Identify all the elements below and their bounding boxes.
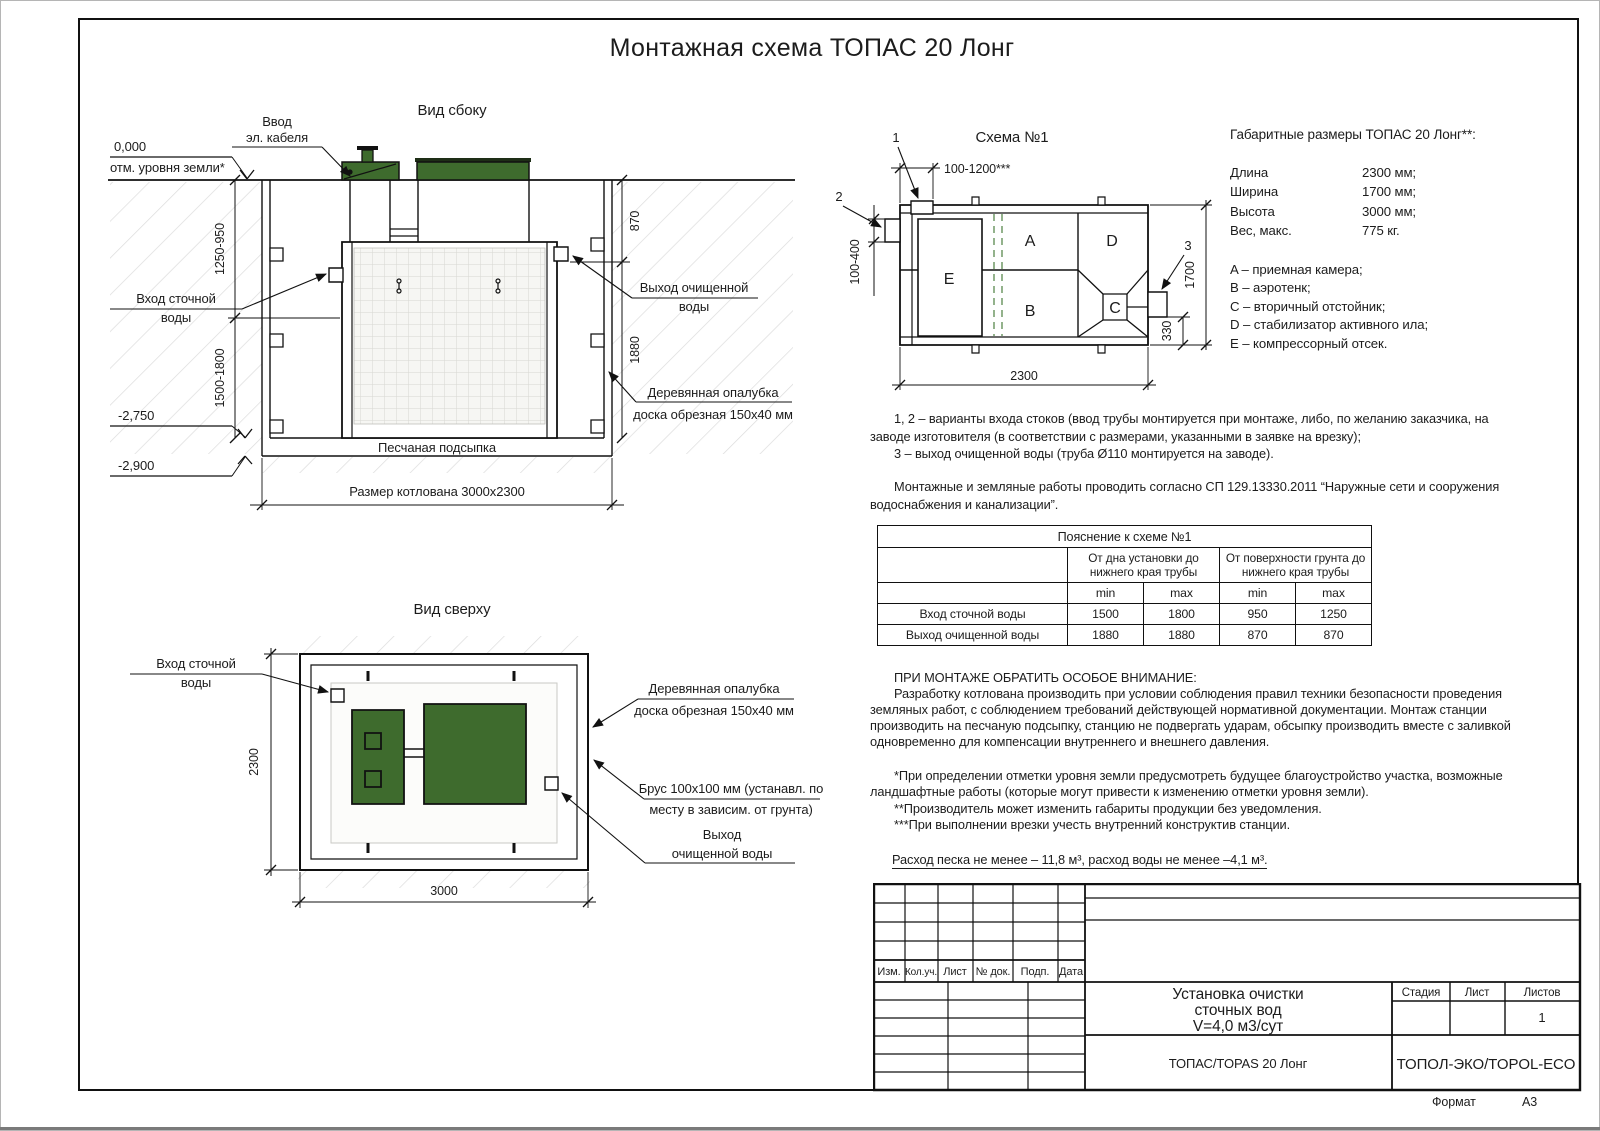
dim-1500-1800: 1500-1800 [213,348,227,408]
spec-label: Вес, макс. [1230,222,1292,238]
col-izm: Изм. [877,966,901,978]
level-zero-value: 0,000 [114,139,147,154]
group-header-surface: От поверхности грунта до нижнего края трубы [1220,548,1372,583]
callout-2: 2 [835,189,843,204]
table-row [878,604,1372,625]
spec-label: Высота [1230,203,1275,219]
tv-inlet-line1: Вход сточной [156,656,236,671]
cell-value: 950 [1220,604,1296,625]
spec-value: 3000 мм; [1362,203,1416,219]
cell-value: 1880 [1144,625,1220,646]
level-2750-value: -2,750 [118,408,155,423]
outlet-line2: воды [678,299,710,314]
inlet-line1: Вход сточной [136,291,216,306]
formwork-line1: Деревянная опалубка [647,385,779,400]
cell-value: 1500 [1068,604,1144,625]
sheets-value: 1 [1538,1010,1546,1025]
spec-row [1230,184,1530,203]
level-minus-2900-mark [110,456,252,476]
top-view-lids [352,704,526,804]
pipe-variants-note [870,410,1560,463]
note-line: Монтажные и земляные работы проводить согласно СП 129.13330.2011 “Наружные сети и сооружения [894,479,1500,494]
dim-3000: 3000 [430,884,458,898]
outlet-line1: Выход очищенной [639,280,749,295]
legend-item: A – приемная камера; [1230,262,1363,277]
dim-1700: 1700 [1183,261,1197,289]
note-line: 1, 2 – варианты входа стоков (ввод трубы монтируется при монтаже, либо, по желанию заказчика, на [894,411,1489,426]
page-title: Монтажная схема ТОПАС 20 Лонг [609,34,1015,62]
row-label: Выход очищенной воды [878,625,1068,646]
footnote-line: **Производитель может изменить габариты продукции без уведомления. [894,800,1322,816]
min-header: min [1220,583,1296,604]
footnote-line: ***При выполнении врезки учесть внутренний конструктив станции. [894,816,1291,832]
col-ndok: № док. [975,966,1011,978]
dim-100-1200: 100-1200*** [944,162,1011,176]
format-value: А3 [1522,1095,1538,1109]
scheme1-title: Схема №1 [975,129,1049,146]
product-name: ТОПАС/TOPAS 20 Лонг [1168,1056,1308,1071]
specs-rows [1230,165,1530,242]
col-list: Лист [943,966,967,978]
legend-item: C – вторичный отстойник; [1230,298,1386,314]
dim-330: 330 [1160,320,1174,342]
inlet-line2: воды [160,310,192,325]
scheme1-tank [885,197,1167,353]
level-zero-mark [110,139,254,179]
dim-1250-950: 1250-950 [213,222,227,276]
doc-title-line2: сточных вод [1194,1002,1282,1019]
attention-line: Разработку котлована производить при условии соблюдения правил техники безопасности проведения [894,686,1502,701]
empty-cell [878,548,1068,583]
tank-body [329,242,568,438]
note-line: заводе изготовителя (в соответствии с размерами, указанными в заявке на врезку); [870,428,1361,444]
page-bottom-edge [0,1127,1600,1130]
tv-beam-line2: месту в зависим. от грунта) [649,802,813,817]
sand-bedding-label: Песчаная подсыпка [378,440,496,455]
spec-label: Длина [1230,165,1269,180]
pit-size-label: Размер котлована 3000х2300 [349,484,525,499]
works-note [870,478,1560,513]
callout-1: 1 [892,130,900,145]
cell-value: 1800 [1144,604,1220,625]
legend-item: D – стабилизатор активного ила; [1230,317,1429,333]
scheme1-drawing [818,125,1230,405]
spec-row [1230,223,1530,242]
footnote-line: ландшафтные работы (которые могут привести к изменению отметки уровня земли). [870,784,1369,800]
cell-value: 870 [1296,625,1372,646]
attention-line: производить на песчаную подсыпку, станцию не подвергать ударам, обсыпку производить вместе с заливкой [870,718,1511,733]
cable-entry-label [232,114,350,176]
table-row [878,625,1372,646]
doc-title-line1: Установка очистки [1172,986,1304,1003]
tv-beam-line1: Брус 100х100 мм (устанавл. по [638,781,824,796]
top-view-drawing [100,588,840,920]
tv-formwork-line1: Деревянная опалубка [648,681,780,696]
compartment-legend [1230,261,1560,353]
col-koluch: Кол.уч. [904,967,938,978]
group-header-bottom: От дна установки до нижнего края трубы [1068,548,1220,583]
compartment-e: E [943,271,955,288]
cable-entry-line2: эл. кабеля [245,130,309,145]
format-label: Формат [1432,1095,1476,1109]
compartment-b: B [1024,303,1036,320]
sheet-header: Лист [1464,987,1490,999]
clarification-table [877,525,1372,646]
col-podp: Подп. [1020,966,1050,978]
consumption-note [892,852,1267,867]
dim-2300-top-view: 2300 [247,748,261,776]
attention-line: одновременно для компенсации внутреннего и внешнего давления. [870,734,1270,749]
specs-title: Габаритные размеры ТОПАС 20 Лонг**: [1230,127,1476,142]
doc-title-line3: V=4,0 м3/сут [1192,1018,1284,1035]
empty-cell [878,583,1068,604]
spec-value: 1700 мм; [1362,184,1416,200]
note-line: 3 – выход очищенной воды (труба Ø110 монтируется на заводе). [894,446,1274,461]
formwork-line2: доска обрезная 150х40 мм [633,407,793,422]
dim-100-400: 100-400 [848,239,862,285]
title-block [873,883,1582,1092]
dim-1880: 1880 [628,336,642,364]
consumption-text: Расход песка не менее – 11,8 м³, расход воды не менее –4,1 м³. [892,852,1268,867]
spec-row [1230,165,1530,184]
dim-2300: 2300 [1010,369,1038,383]
cable-entry-line1: Ввод [262,114,292,129]
top-view-inlet-label [130,656,328,692]
max-header: max [1144,583,1220,604]
cell-value: 1250 [1296,604,1372,625]
level-2900-value: -2,900 [118,458,155,473]
footnotes [870,768,1560,833]
compartment-c: C [1109,300,1121,317]
cell-value: 870 [1220,625,1296,646]
tv-outlet-line1: Выход [702,827,742,842]
max-header: max [1296,583,1372,604]
col-data: Дата [1059,966,1083,978]
attention-title: ПРИ МОНТАЖЕ ОБРАТИТЬ ОСОБОЕ ВНИМАНИЕ: [894,670,1197,685]
side-view-title: Вид сбоку [417,102,487,119]
footnote-line: *При определении отметки уровня земли предусмотреть будущее благоустройство участка, возможные [894,768,1503,783]
tv-inlet-line2: воды [180,675,212,690]
stage-header: Стадия [1401,987,1441,999]
top-view-formwork-label [593,681,794,727]
min-header: min [1068,583,1144,604]
tank-neck [350,180,529,242]
attention-note [870,670,1560,750]
legend-item: E – компрессорный отсек. [1230,335,1388,351]
tv-outlet-line2: очищенной воды [671,846,773,861]
note-line: водоснабжения и канализации”. [870,496,1059,512]
dim-870: 870 [628,210,642,232]
table-title: Пояснение к схеме №1 [878,526,1372,548]
compartment-a: A [1024,233,1036,250]
spec-label: Ширина [1230,184,1279,200]
top-view-beam-label [594,760,823,817]
top-view-title: Вид сверху [413,601,491,618]
tank-lids [342,146,531,180]
cell-value: 1880 [1068,625,1144,646]
attention-line: земляных работ, с соблюдением требований действующей нормативной документации. Монтаж станции [870,702,1487,717]
compartment-d: D [1106,233,1118,250]
side-view-drawing [85,90,810,515]
legend-item: B – аэротенк; [1230,280,1311,296]
spec-value: 2300 мм; [1362,165,1416,180]
row-label: Вход сточной воды [878,604,1068,625]
level-zero-note: отм. уровня земли* [110,160,225,175]
sheets-header: Листов [1523,987,1561,999]
spec-value: 775 кг. [1362,222,1400,238]
callout-3: 3 [1184,238,1192,253]
spec-row [1230,204,1530,223]
company-name: ТОПОЛ-ЭКО/TOPOL-ECO [1396,1056,1576,1073]
tv-formwork-line2: доска обрезная 150х40 мм [634,703,794,718]
